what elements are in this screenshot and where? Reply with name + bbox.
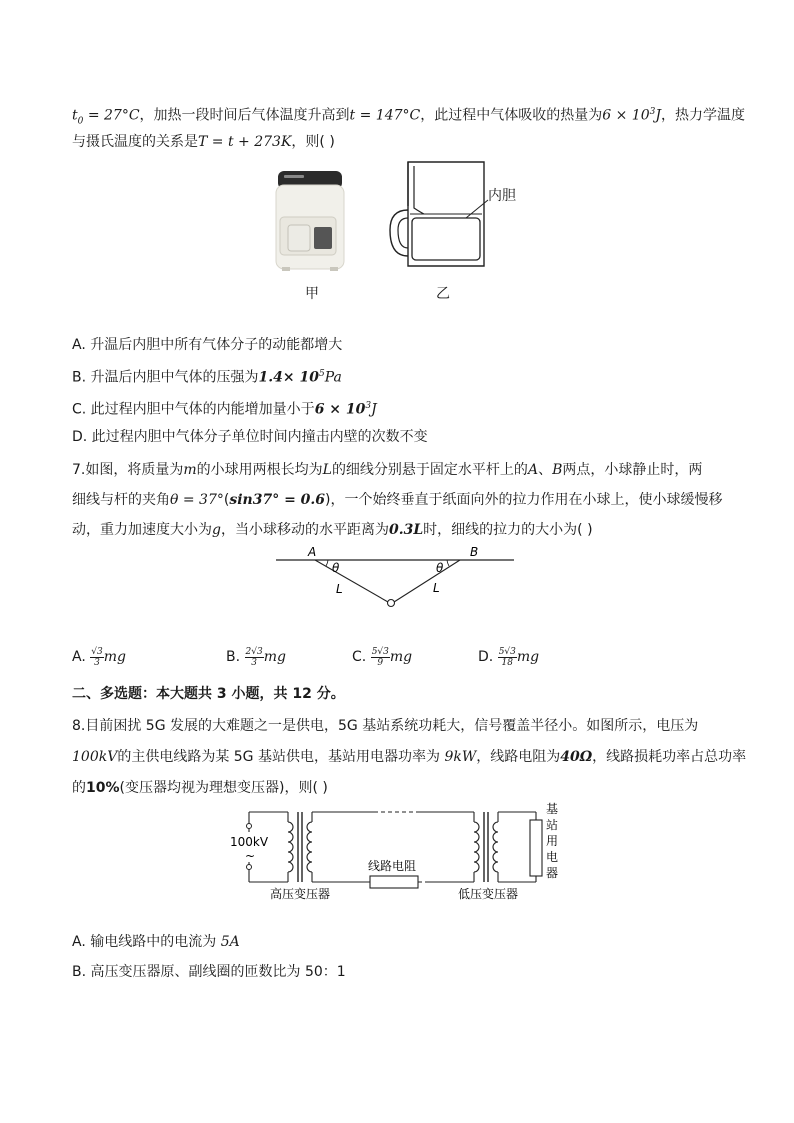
- q7-text-1: 7.如图，将质量为: [72, 462, 184, 478]
- q7-option-c-fraction: [371, 647, 390, 668]
- q7-distance-value: 0.3L: [388, 522, 424, 538]
- air-fryer-figure: [270, 165, 350, 275]
- q8-fig-resistor-label: 线路电阻: [368, 859, 417, 873]
- q7-option-b-suffix: mg: [263, 649, 286, 665]
- q6-option-c-text: C. 此过程内胆中气体的内能增加量小于: [72, 401, 315, 418]
- q8-circuit-diagram: [222, 800, 568, 902]
- air-fryer-diagram: [384, 158, 534, 276]
- q7-option-b-fraction: [245, 647, 264, 668]
- q7-option-d: [478, 642, 539, 672]
- q6-option-b-unit: Pa: [324, 369, 342, 386]
- q7-option-c-den: 9: [377, 657, 384, 668]
- q7-option-c-prefix: C.: [352, 649, 367, 665]
- q8-text-3: ，线路损耗功率占总功率: [592, 749, 747, 765]
- q6-option-b-text: B. 升温后内胆中气体的压强为: [72, 369, 259, 386]
- q7-text-6: 细线与杆的夹角: [72, 492, 170, 508]
- q6-label-jia: 甲: [305, 286, 319, 302]
- q8-fig-station-1: 站: [546, 818, 559, 832]
- q6-option-d: D. 此过程内胆中气体分子单位时间内撞击内壁的次数不变: [72, 429, 428, 445]
- q7-option-d-den: 18: [501, 657, 513, 668]
- q7-pendulum-diagram: [270, 542, 520, 612]
- q6-option-c-exponent: 3: [365, 401, 372, 411]
- q7-text-2: 的小球用两根长均为: [196, 462, 323, 478]
- q6-option-c: [72, 396, 377, 420]
- q7-option-a-fraction: [90, 647, 103, 668]
- q6-heat-unit: J: [655, 107, 661, 124]
- q8-station-load: [530, 820, 542, 876]
- q8-fig-ac-symbol: ~: [245, 849, 256, 863]
- q7-text-7: (: [223, 492, 230, 508]
- q7-option-b-num: 2√3: [245, 646, 263, 657]
- q6-text-2: ，此过程中气体吸收的热量为: [420, 107, 603, 124]
- q6-text-4: 与摄氏温度的关系是: [72, 134, 198, 150]
- q7-fig-l-left: L: [336, 582, 343, 596]
- q7-fig-l-right: L: [433, 581, 440, 595]
- q8-option-a-text: A. 输电线路中的电流为: [72, 934, 221, 950]
- q6-option-b-exponent: 5: [318, 369, 325, 379]
- q8-option-b: B. 高压变压器原、副线圈的匝数比为 50：1: [72, 964, 346, 980]
- q8-terminal-top: [247, 824, 252, 829]
- q8-fig-station-2: 用: [546, 834, 559, 848]
- q8-line-resistor: [370, 876, 418, 888]
- q7-fig-theta-left: θ: [332, 561, 340, 575]
- q7-point-a: A: [527, 462, 539, 478]
- q7-option-b-den: 3: [251, 657, 257, 668]
- q6-text-5: ，则( ): [291, 134, 335, 150]
- q7-option-d-suffix: mg: [516, 649, 540, 665]
- q8-line-1: 8.目前困扰 5G 发展的大难题之一是供电，5G 基站系统功耗大，信号覆盖半径小。如图所示，电压为: [72, 718, 699, 734]
- q7-text-3: 的细线分别悬于固定水平杆上的: [331, 462, 528, 478]
- q7-string-right: [394, 560, 460, 602]
- q7-fig-theta-right: θ: [436, 561, 444, 575]
- q8-text-1: 的主供电线路为某 5G 基站供电，基站用电器功率为: [117, 749, 445, 765]
- q7-text-11: 时，细线的拉力的大小为( ): [423, 522, 593, 538]
- q6-line-2: [72, 132, 335, 152]
- q8-percent-value: 10%: [86, 780, 120, 796]
- q7-point-b: B: [552, 462, 563, 478]
- q7-line-1: [72, 460, 702, 480]
- q6-text-1: ，加热一段时间后气体温度升高到: [139, 107, 350, 124]
- q7-gravity-symbol: g: [212, 522, 221, 538]
- q8-fig-low-transformer: 低压变压器: [458, 887, 519, 901]
- q7-text-10: ，当小球移动的水平距离为: [220, 522, 389, 538]
- q8-voltage-value: 100kV: [72, 749, 118, 765]
- q6-t-value: t = 147°C: [349, 107, 421, 124]
- q8-fig-station-4: 器: [546, 866, 559, 880]
- q6-t0-subscript: 0: [77, 116, 84, 127]
- q6-t0-symbol: t: [72, 107, 78, 124]
- q7-string-left: [315, 560, 388, 602]
- q8-line-3: [72, 778, 328, 798]
- q6-option-a: A. 升温后内胆中所有气体分子的动能都增大: [72, 337, 343, 353]
- q7-ball: [388, 600, 395, 607]
- q7-sin-value: sin37° = 0.6: [229, 492, 326, 508]
- q8-fig-station-3: 电: [546, 850, 559, 864]
- q8-option-a-value: 5A: [220, 934, 240, 950]
- q6-heat-value: 6 × 10: [602, 107, 650, 124]
- q6-option-b: [72, 364, 342, 388]
- q6-option-c-value: 6 × 10: [314, 401, 366, 418]
- q8-text-4: 的: [72, 780, 86, 796]
- q6-option-c-unit: J: [371, 401, 377, 418]
- q8-fig-voltage: 100kV: [230, 835, 269, 849]
- q8-fig-station-0: 基: [546, 802, 559, 816]
- q7-option-c-suffix: mg: [389, 649, 413, 665]
- q6-text-3: ，热力学温度: [660, 107, 745, 124]
- q7-line-3: [72, 520, 593, 540]
- q7-option-c: [352, 642, 412, 672]
- q8-line-2: [72, 747, 746, 767]
- q7-text-5: 两点，小球静止时，两: [562, 462, 703, 478]
- q7-option-d-fraction: [498, 647, 517, 668]
- q7-mass-symbol: m: [183, 462, 197, 478]
- q8-fig-high-transformer: 高压变压器: [270, 887, 331, 901]
- q7-text-8: )，一个始终垂直于纸面向外的拉力作用在小球上，使小球缓慢移: [325, 492, 723, 508]
- q7-length-symbol: L: [322, 462, 332, 478]
- q7-fig-b: B: [470, 545, 479, 559]
- q7-option-b: [226, 642, 286, 672]
- section-2-heading: 二、多选题：本大题共 3 小题，共 12 分。: [72, 686, 345, 702]
- q6-label-yi: 乙: [436, 286, 450, 302]
- q7-option-a-den: 3: [94, 657, 100, 668]
- q8-power-value: 9kW: [444, 749, 477, 765]
- q8-resistance-value: 40Ω: [560, 749, 593, 765]
- q6-t0-value: = 27°C: [83, 107, 140, 124]
- q7-option-a: [72, 642, 126, 672]
- q7-option-c-num: 5√3: [371, 646, 389, 657]
- q7-option-a-suffix: mg: [103, 649, 126, 665]
- q7-text-4: 、: [538, 462, 553, 478]
- q6-option-b-value: 1.4× 10: [258, 369, 319, 386]
- q8-terminal-bottom: [247, 865, 252, 870]
- q8-option-a: [72, 932, 240, 952]
- q6-heat-exponent: 3: [649, 107, 656, 117]
- q7-theta-value: θ = 37°: [170, 492, 224, 508]
- q7-text-9: 动，重力加速度大小为: [72, 522, 212, 538]
- q6-formula: T = t + 273K: [198, 134, 292, 150]
- q7-option-a-num: √3: [91, 646, 103, 657]
- q8-text-5: (变压器均视为理想变压器)，则( ): [119, 780, 328, 796]
- q6-label-neidan: 内胆: [488, 188, 516, 204]
- q7-option-b-prefix: B.: [226, 649, 241, 665]
- q7-line-2: [72, 490, 723, 510]
- q7-option-a-prefix: A.: [72, 649, 86, 665]
- q7-option-d-prefix: D.: [478, 649, 494, 665]
- q7-fig-a: A: [308, 545, 317, 559]
- q7-option-d-num: 5√3: [498, 646, 516, 657]
- q8-text-2: ，线路电阻为: [476, 749, 561, 765]
- q6-line-1: [72, 102, 745, 131]
